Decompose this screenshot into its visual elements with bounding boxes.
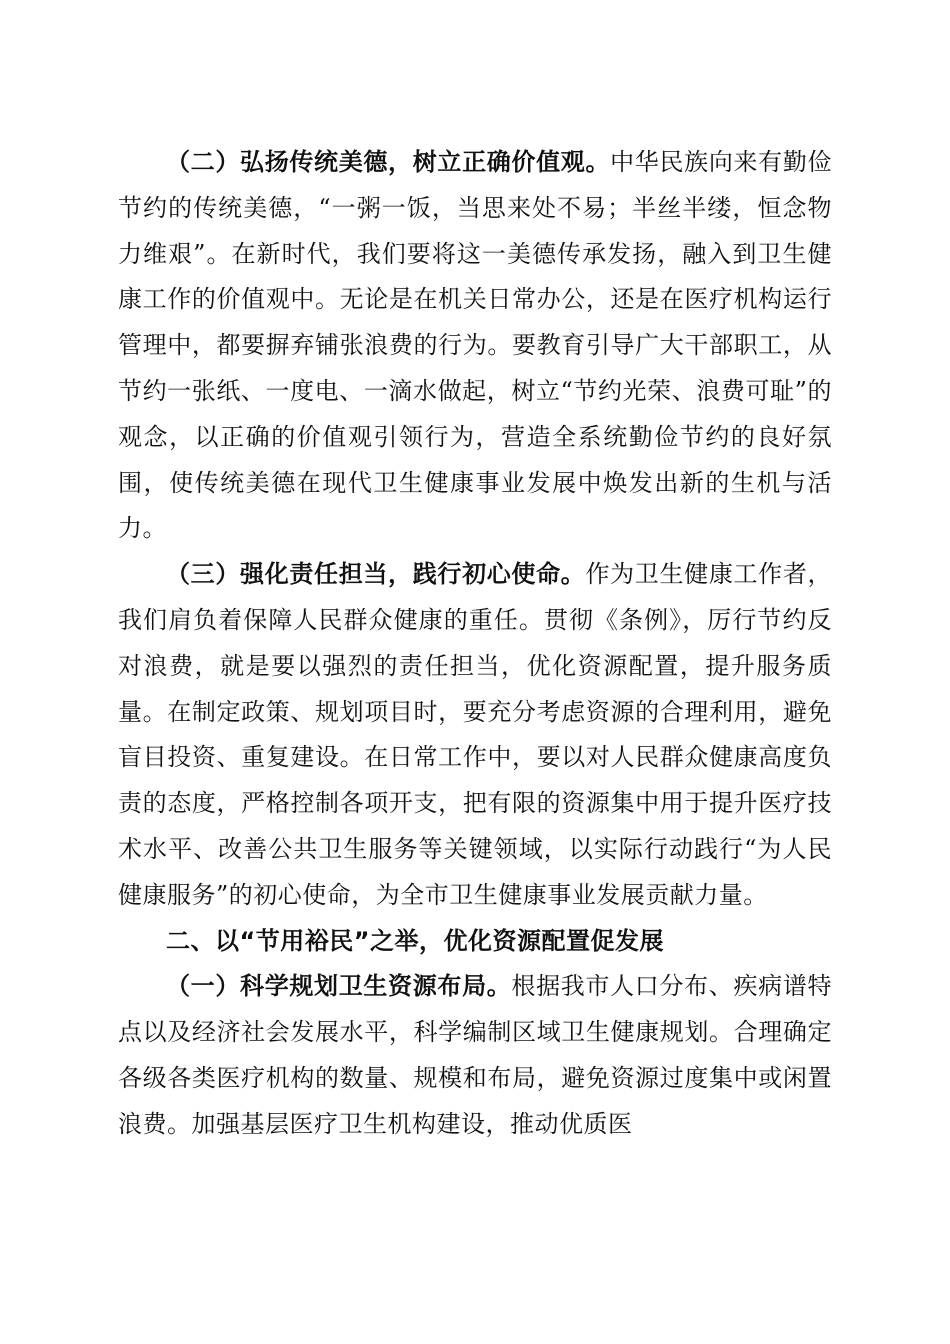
section-heading: 二、以“节用裕民”之举，优化资源配置促发展	[166, 926, 665, 955]
paragraph-body: 中华民族向来有勤俭节约的传统美德，“一粥一饭，当思来处不易；半丝半缕，恒念物力维艰”。在新时代，我们要将这一美德传承发扬，融入到卫生健康工作的价值观中。无论是在机关日常办公，还是在医疗机构运行管理中，都要摒弃铺张浪费的行为。要教育引导广大干部职工，从节约一张纸、一度电、一滴水做起，树立“节约光荣、浪费可耻”的观念，以正确的价值观引领行为，营造全系统勤俭节约的良好氛围，使传统美德在现代卫生健康事业发展中焕发出新的生机与活力。	[118, 148, 833, 543]
paragraph-body: 根据我市人口分布、疾病谱特点以及经济社会发展水平，科学编制区域卫生健康规划。合理确定各级各类医疗机构的数量、规模和布局，避免资源过度集中或闲置浪费。加强基层医疗卫生机构建设，推动优质医	[118, 972, 832, 1138]
paragraph-responsibility	[118, 552, 832, 918]
paragraph-lead: （一）科学规划卫生资源布局。	[166, 972, 512, 1001]
paragraph-planning	[118, 964, 832, 1147]
paragraph-virtues	[118, 140, 832, 552]
paragraph-lead: （二）弘扬传统美德，树立正确价值观。	[166, 148, 611, 176]
paragraph-lead: （三）强化责任担当，践行初心使命。	[166, 560, 586, 589]
paragraph-body: 作为卫生健康工作者，我们肩负着保障人民群众健康的重任。贯彻《条例》，厉行节约反对浪费，就是要以强烈的责任担当，优化资源配置，提升服务质量。在制定政策、规划项目时，要充分考虑资源的合理利用，避免盲目投资、重复建设。在日常工作中，要以对人民群众健康高度负责的态度，严格控制各项开支，把有限的资源集中用于提升医疗技术水平、改善公共卫生服务等关键领域，以实际行动践行“为人民健康服务”的初心使命，为全市卫生健康事业发展贡献力量。	[118, 560, 833, 909]
